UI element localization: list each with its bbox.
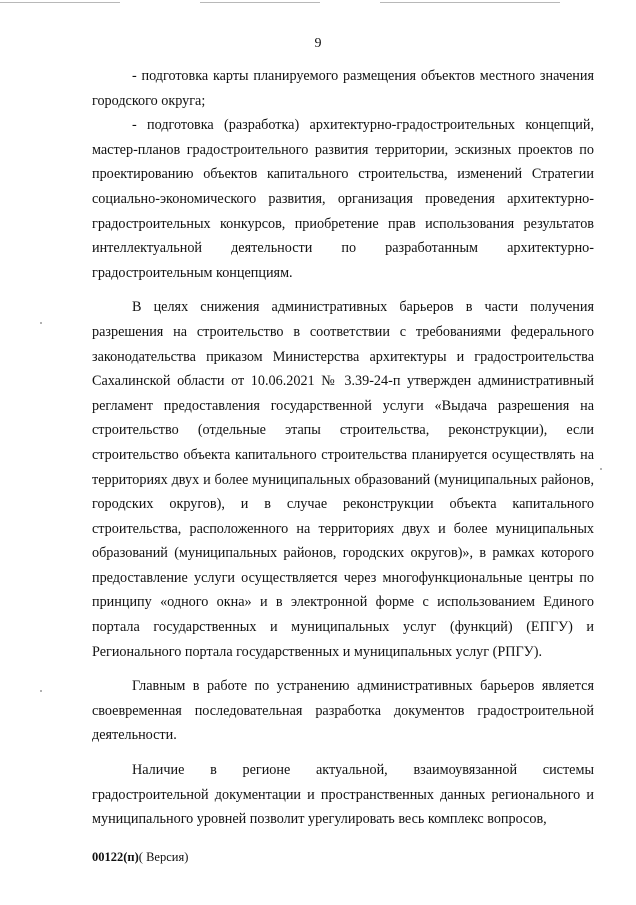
paragraph-concepts-development: - подготовка (разработка) архитектурно-градостроительных концепций, мастер-планов градостроительного развития территории, эскизных проектов по проектированию объектов капитального строительства, изменений Стратегии социально-экономического развития, организация проведения архитектурно-градостроительных конкурсов, приобретение прав использования результатов интеллектуальной деятельности по разработанным архитектурно-градостроительным концепциям. [92, 117, 594, 281]
page-number: 9 [314, 36, 322, 51]
paragraph-map-preparation: - подготовка карты планируемого размещения объектов местного значения городского округа; [92, 68, 594, 109]
document-version: ( Версия) [138, 850, 189, 864]
scan-edge-line [380, 2, 560, 3]
scan-edge-line [200, 2, 320, 3]
scan-speck [600, 468, 602, 470]
document-code: 00122(п) [92, 850, 139, 864]
paragraph-main-work: Главным в работе по устранению административных барьеров является своевременная последовательная разработка документов градостроительной деятельности. [92, 678, 594, 744]
scan-speck [40, 322, 42, 324]
scan-speck [40, 690, 42, 692]
document-body [92, 64, 594, 832]
paragraph-documentation-system: Наличие в регионе актуальной, взаимоувязанной системы градостроительной документации и пространственных данных регионального и муниципального уровней позволит урегулировать весь комплекс вопросов, [92, 762, 594, 828]
paragraph-administrative-barriers: В целях снижения административных барьеров в части получения разрешения на строительство в соответствии с требованиями федерального законодательства приказом Министерства архитектуры и градостроительства Сахалинской области от 10.06.2021 № 3.39-24-п утвержден административный регламент предоставления государственной услуги «Выдача разрешения на строительство (отдельные этапы строительства, реконструкции), если строительство объекта капитального строительства планируется осуществлять на территориях двух и более муниципальных образований (муниципальных районов, городских округов), и в случае реконструкции объекта капитального строительства, расположенного на территориях двух и более муниципальных образований (муниципальных районов, городских округов)», в рамках которого предоставление услуги осуществляется через многофункциональные центры по принципу «одного окна» и в электронной форме с использованием Единого портала государственных и муниципальных услуг (функций) (ЕПГУ) и Регионального портала государственных и муниципальных услуг (РПГУ). [92, 299, 594, 660]
scan-edge-line [0, 2, 120, 3]
document-footer [92, 850, 188, 865]
